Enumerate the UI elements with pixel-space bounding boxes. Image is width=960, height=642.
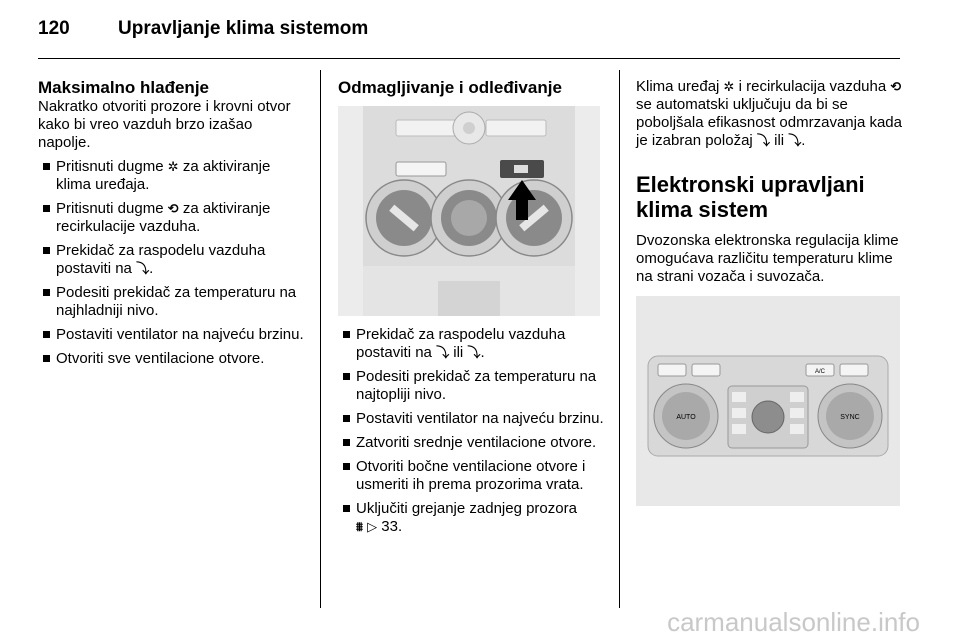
column-3 (636, 78, 904, 516)
list-item: Pritisnuti dugme ✲ za aktiviranje klima uređaja. (38, 158, 306, 194)
bullet-list (38, 158, 306, 368)
list-item: Otvoriti bočne ventilacione otvore i usmeriti ih prema prozorima vrata. (338, 458, 606, 494)
windshield-footwell-air-icon: ⤵ (467, 345, 481, 360)
section-heading: Maksimalno hlađenje (38, 78, 209, 97)
paragraph: Klima uređaj ✲ i recirkulacija vazduha ⟲ se automatski uključuju da bi se poboljšala efikasnost odmrzavanja kada je izabran položaj ⤵ ili ⤵. (636, 78, 902, 149)
column-divider (320, 70, 321, 608)
watermark: carmanualsonline.info (667, 607, 920, 637)
header-rule (38, 58, 900, 59)
list-item: Prekidač za raspodelu vazduha postaviti na ⤵ ili ⤵. (338, 326, 606, 362)
list-item: Podesiti prekidač za temperaturu na najtopliji nivo. (338, 368, 606, 404)
windshield-footwell-air-icon: ⤵ (788, 133, 802, 148)
snowflake-icon: ✲ (167, 159, 179, 174)
windshield-air-icon: ⤵ (756, 133, 770, 148)
list-item: Otvoriti sve ventilacione otvore. (38, 350, 306, 368)
windshield-air-icon: ⤵ (436, 345, 450, 360)
snowflake-icon: ✲ (723, 79, 735, 94)
recirculation-icon: ⟲ (890, 79, 902, 94)
sync-knob-label: SYNC (840, 414, 860, 421)
ac-button-label: A/C (814, 369, 826, 375)
recirculation-icon: ⟲ (167, 201, 179, 216)
rear-window-heating-icon: ⩩ (356, 519, 363, 534)
list-item: Uključiti grejanje zadnjeg prozora ⩩ ▷ 33. (338, 500, 606, 536)
section-heading: Elektronski upravljani klima sistem (636, 172, 865, 222)
electronic-climate-panel-illustration (636, 296, 904, 506)
paragraph: Dvozonska elektronska regulacija klime omogućava različitu temperaturu klime na strani vozača i suvozača. (636, 232, 899, 285)
list-item: Postaviti ventilator na najveću brzinu. (38, 326, 306, 344)
list-item: Podesiti prekidač za temperaturu na najhladniji nivo. (38, 284, 306, 320)
page-reference-icon: ▷ (367, 519, 378, 534)
air-distribution-icon: ⤵ (136, 261, 150, 276)
column-divider (619, 70, 620, 608)
section-heading: Odmagljivanje i odleđivanje (338, 78, 562, 97)
list-item: Pritisnuti dugme ⟲ za aktiviranje recirkulacije vazduha. (38, 200, 306, 236)
auto-knob-label: AUTO (676, 414, 696, 421)
column-2 (338, 78, 606, 542)
bullet-list (338, 326, 606, 536)
climate-control-illustration (338, 106, 606, 316)
list-item: Postaviti ventilator na najveću brzinu. (338, 410, 606, 428)
column-1 (38, 78, 306, 374)
list-item: Prekidač za raspodelu vazduha postaviti na ⤵. (38, 242, 306, 278)
page-number: 120 (38, 18, 70, 39)
list-item: Zatvoriti srednje ventilacione otvore. (338, 434, 606, 452)
page-title: Upravljanje klima sistemom (118, 18, 369, 39)
intro-paragraph: Nakratko otvoriti prozore i krovni otvor kako bi vreo vazduh brzo izašao napolje. (38, 98, 291, 151)
